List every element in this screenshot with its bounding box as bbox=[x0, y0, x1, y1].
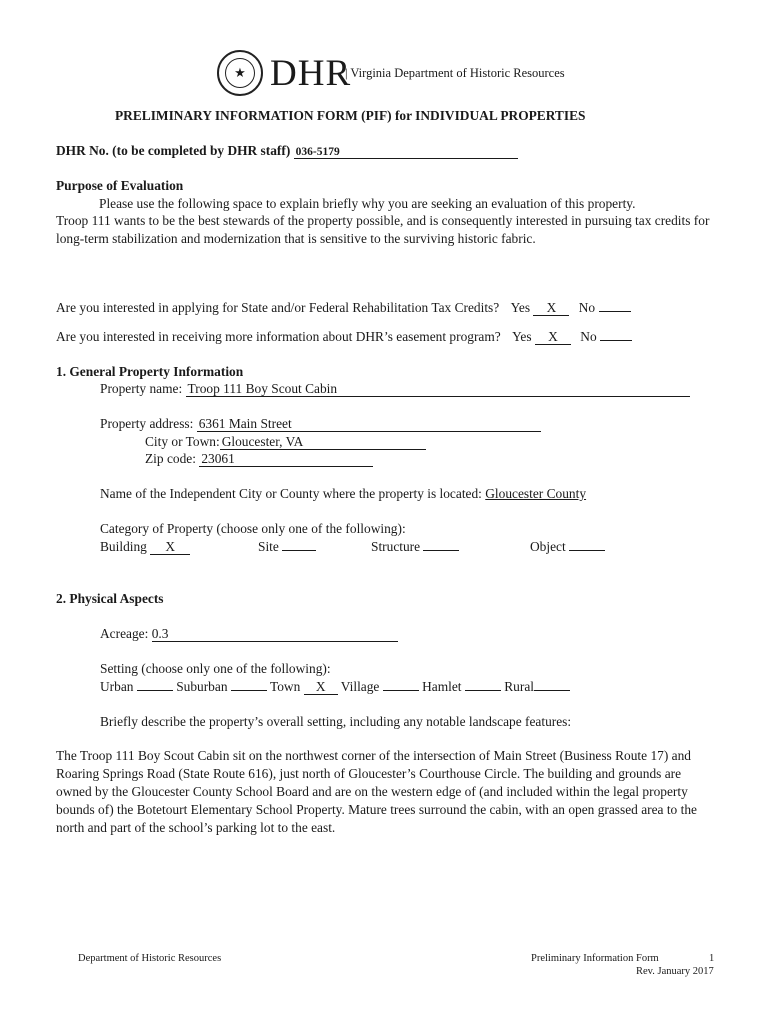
category-structure bbox=[371, 539, 459, 555]
object-field[interactable] bbox=[569, 550, 605, 551]
acreage-row bbox=[100, 626, 398, 642]
footer-revision: Rev. January 2017 bbox=[636, 966, 714, 977]
property-name-field[interactable]: Troop 111 Boy Scout Cabin bbox=[186, 382, 690, 397]
suburban-label: Suburban bbox=[176, 679, 228, 694]
village-field[interactable] bbox=[383, 690, 419, 691]
category-site bbox=[258, 539, 316, 555]
footer-form-name: Preliminary Information Form bbox=[531, 953, 659, 964]
zip-field[interactable]: 23061 bbox=[199, 452, 373, 467]
property-name-row bbox=[100, 381, 690, 397]
category-building bbox=[100, 539, 190, 555]
city-field[interactable]: Gloucester, VA bbox=[220, 435, 426, 450]
seal-figure-icon: ★ bbox=[225, 58, 255, 88]
town-field[interactable]: X bbox=[304, 680, 338, 695]
purpose-instructions: Please use the following space to explain briefly why you are seeking an evaluation of this property. bbox=[99, 196, 636, 211]
rural-label: Rural bbox=[504, 679, 534, 694]
general-info-heading: 1. General Property Information bbox=[56, 364, 244, 379]
no-label: No bbox=[580, 329, 597, 344]
village-label: Village bbox=[340, 679, 380, 694]
structure-field[interactable] bbox=[423, 550, 459, 551]
dhr-number-row bbox=[56, 143, 518, 159]
suburban-field[interactable] bbox=[231, 690, 267, 691]
city-label: City or Town: bbox=[145, 434, 220, 449]
org-name: | Virginia Department of Historic Resources bbox=[345, 66, 565, 80]
zip-row bbox=[145, 451, 373, 467]
easement-yes-field[interactable]: X bbox=[535, 330, 571, 345]
city-row bbox=[145, 434, 426, 450]
hamlet-field[interactable] bbox=[465, 690, 501, 691]
address-row bbox=[100, 416, 541, 432]
physical-aspects-heading: 2. Physical Aspects bbox=[56, 591, 164, 606]
question-text: Are you interested in receiving more information about DHR’s easement program? bbox=[56, 329, 501, 344]
rural-field[interactable] bbox=[534, 690, 570, 691]
acreage-label: Acreage: bbox=[100, 626, 149, 641]
urban-field[interactable] bbox=[137, 690, 173, 691]
no-label: No bbox=[578, 300, 596, 315]
setting-options bbox=[100, 679, 570, 695]
building-label: Building bbox=[100, 539, 147, 554]
footer-page-number: 1 bbox=[709, 953, 715, 964]
dhr-number-field[interactable]: 036-5179 bbox=[294, 146, 518, 159]
question-text: Are you interested in applying for State and/or Federal Rehabilitation Tax Credits? bbox=[56, 300, 500, 315]
acreage-field[interactable]: 0.3 bbox=[152, 627, 398, 642]
dhr-number-label: DHR No. (to be completed by DHR staff) bbox=[56, 143, 291, 158]
hamlet-label: Hamlet bbox=[422, 679, 462, 694]
tax-credit-no-field[interactable] bbox=[599, 311, 631, 312]
tax-credit-yes-field[interactable]: X bbox=[533, 301, 569, 316]
structure-label: Structure bbox=[371, 539, 421, 554]
object-label: Object bbox=[530, 539, 566, 554]
address-label: Property address: bbox=[100, 416, 194, 431]
footer-department: Department of Historic Resources bbox=[78, 953, 222, 964]
setting-description[interactable]: The Troop 111 Boy Scout Cabin sit on the northwest corner of the intersection of Main Street (Business Route 17) and Roaring Springs Road (State Route 616), just north of Gloucester’s Courthouse Circle. The building and grounds are owned by the Gloucester County School Board and are on the western edge of (and included within the legal property bounds of) the Botetourt Elementary School Property. Mature trees surround the cabin, with an open grassed area to the north and part of the school’s parking lot to the east. bbox=[56, 748, 697, 835]
yes-label: Yes bbox=[510, 300, 531, 315]
site-label: Site bbox=[258, 539, 279, 554]
building-field[interactable]: X bbox=[150, 540, 190, 555]
easement-no-field[interactable] bbox=[600, 340, 632, 341]
town-label: Town bbox=[269, 679, 301, 694]
address-field[interactable]: 6361 Main Street bbox=[197, 417, 541, 432]
form-title: PRELIMINARY INFORMATION FORM (PIF) for INDIVIDUAL PROPERTIES bbox=[115, 108, 586, 123]
urban-label: Urban bbox=[100, 679, 134, 694]
describe-prompt: Briefly describe the property’s overall setting, including any notable landscape features: bbox=[100, 714, 572, 729]
tax-credit-question bbox=[56, 300, 631, 316]
site-field[interactable] bbox=[282, 550, 316, 551]
county-row bbox=[100, 486, 586, 502]
purpose-heading: Purpose of Evaluation bbox=[56, 178, 184, 193]
dhr-logo-text: DHR bbox=[270, 53, 352, 94]
county-label: Name of the Independent City or County where the property is located: bbox=[100, 486, 482, 501]
easement-question bbox=[56, 329, 632, 345]
category-object bbox=[530, 539, 605, 555]
virginia-seal-icon bbox=[217, 50, 263, 96]
purpose-response[interactable]: Troop 111 wants to be the best stewards of the property possible, and is consequently interested in pursuing tax credits for long-term stabilization and modernization that is sensitive to the surviving historic fabric. bbox=[56, 213, 710, 246]
setting-label: Setting (choose only one of the following): bbox=[100, 661, 331, 676]
county-field[interactable]: Gloucester County bbox=[485, 486, 587, 501]
zip-label: Zip code: bbox=[145, 451, 196, 466]
property-name-label: Property name: bbox=[100, 381, 183, 396]
yes-label: Yes bbox=[512, 329, 532, 344]
category-label: Category of Property (choose only one of the following): bbox=[100, 521, 406, 536]
